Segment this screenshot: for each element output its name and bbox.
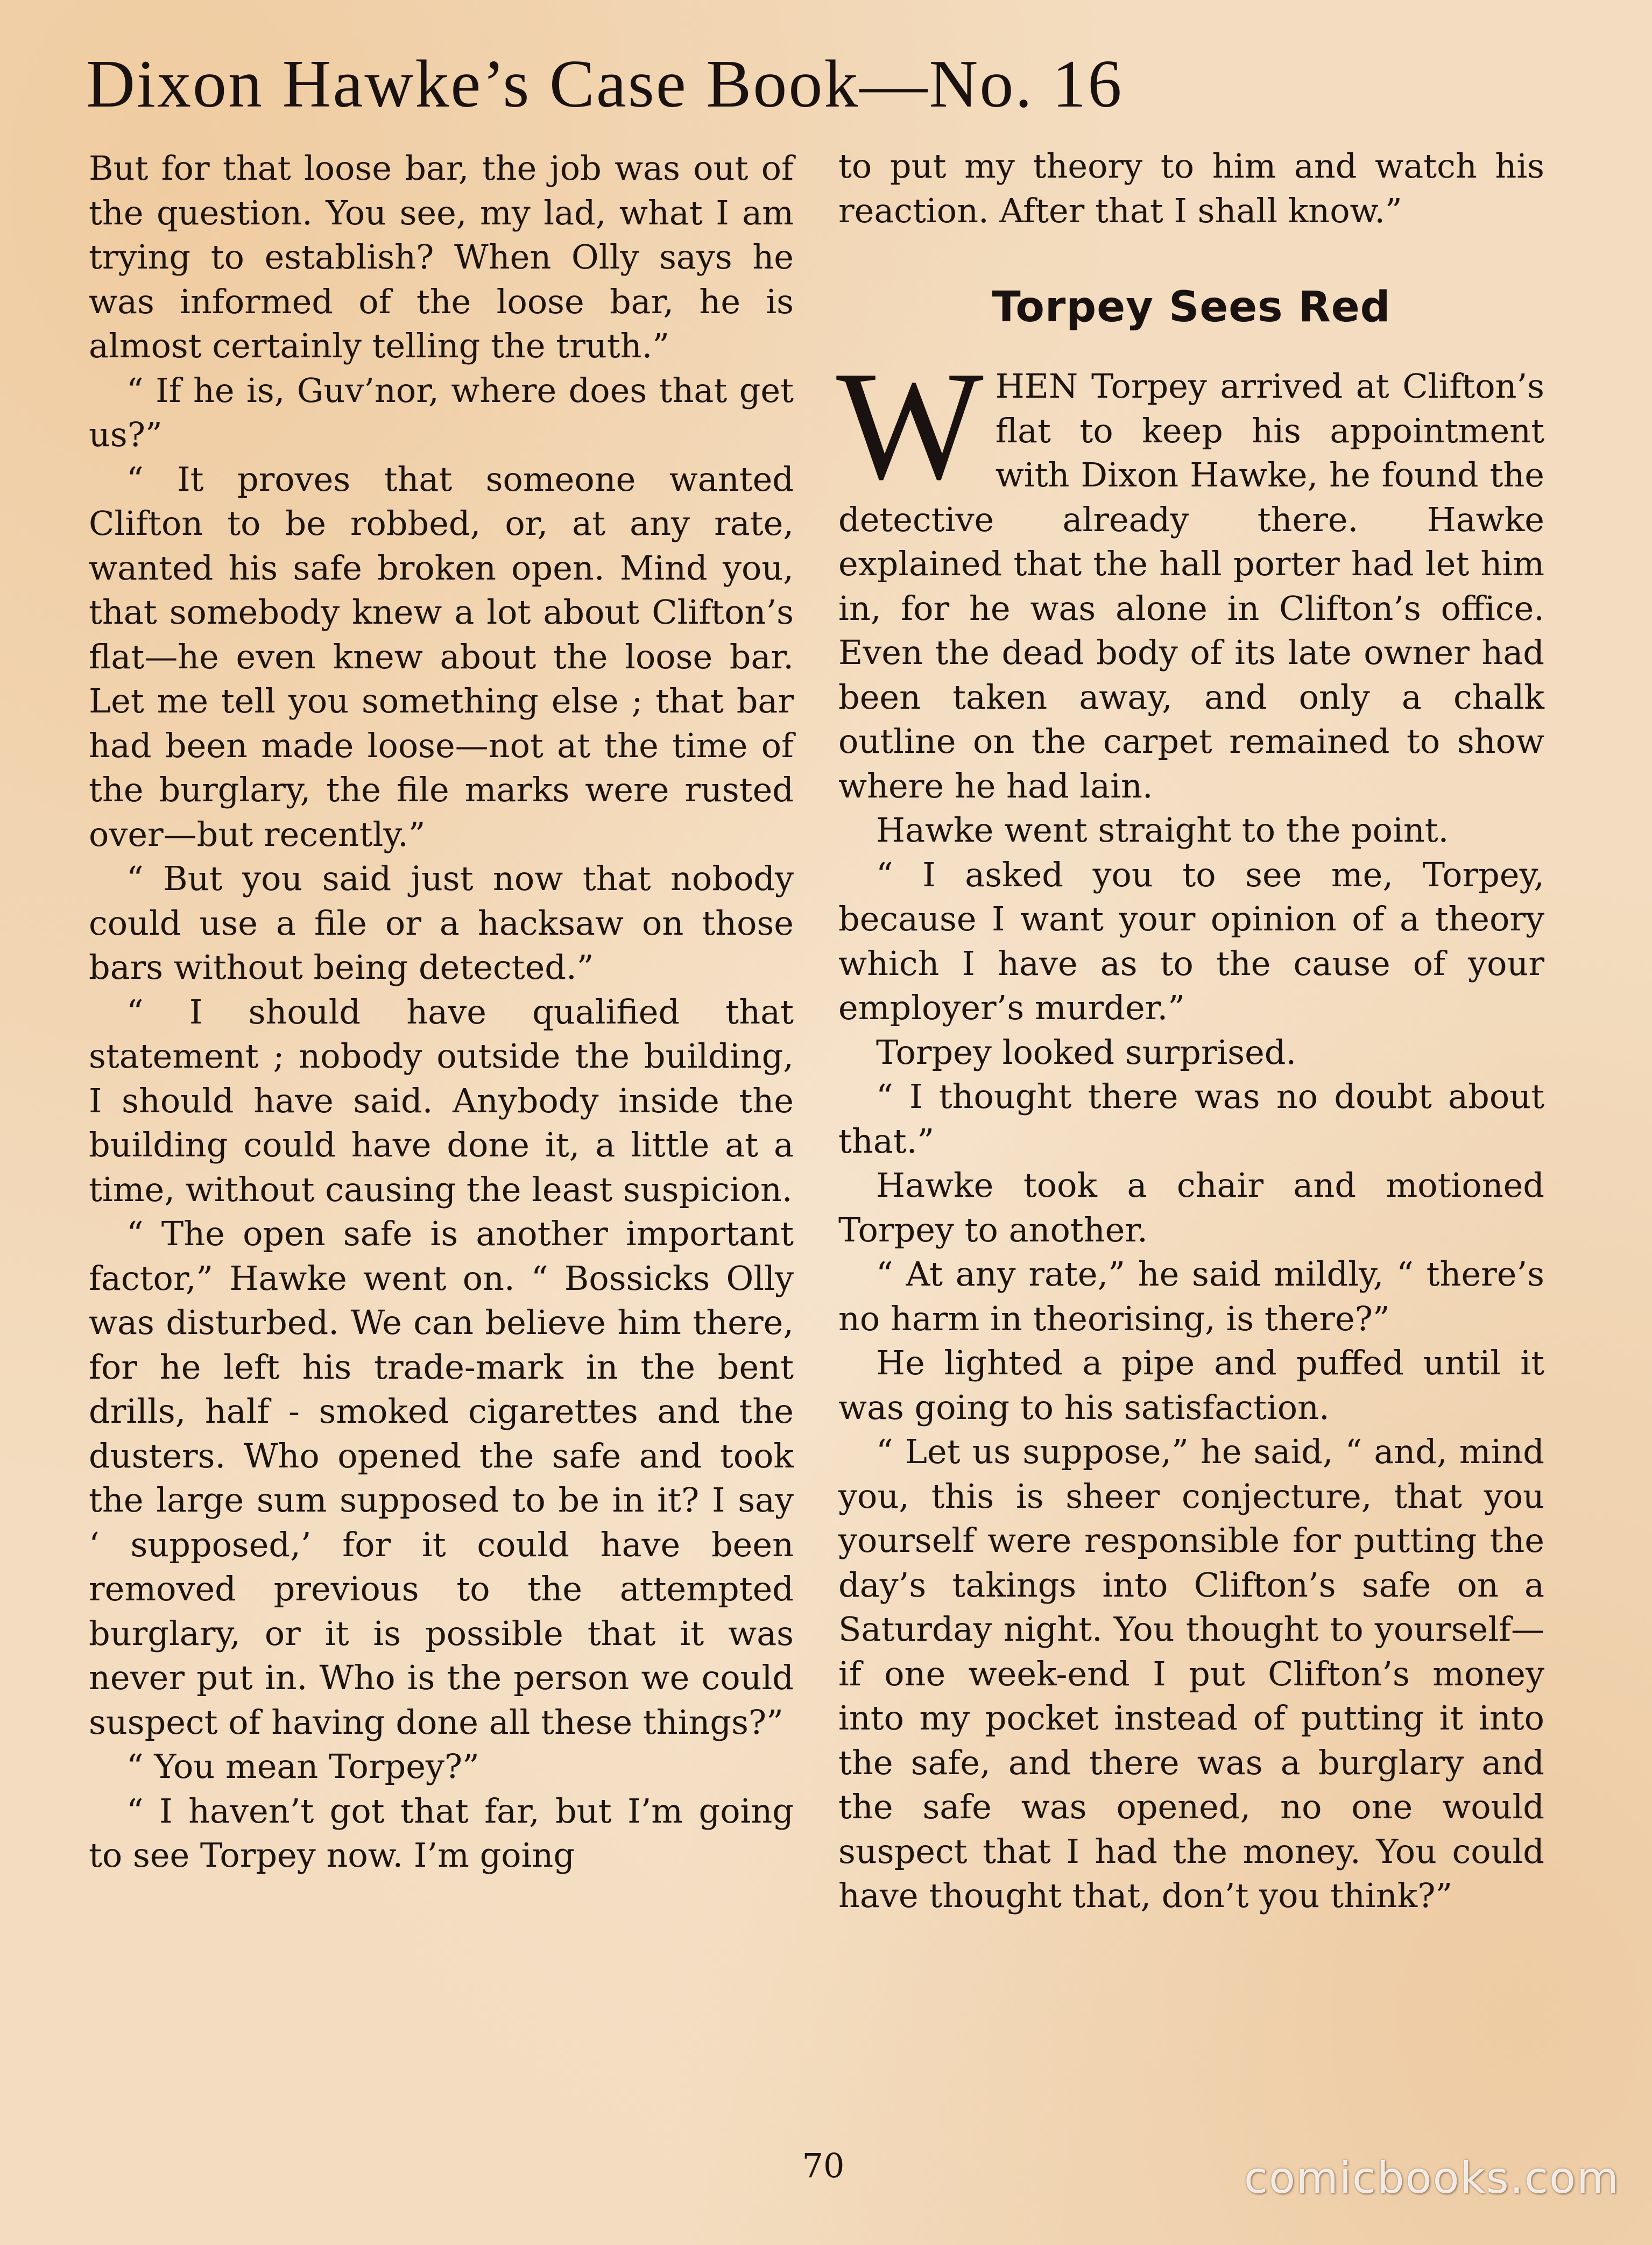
section-heading: Torpey Sees Red [992,283,1391,331]
paragraph: “ I should have qualified that statement ; nobody outside the building, I should have said. Anybody inside the building could have done it, a little at a time, without causing the least suspicion. [89,992,794,1209]
paragraph: Hawke took a chair and motioned Torpey to another. [838,1166,1544,1249]
page-title: Dixon Hawke’s Case Book—No. 16 [86,47,1124,122]
paragraph: But for that loose bar, the job was out of the question. You see, my lad, what I am trying to establish? When Olly says he was informed of the loose bar, he is almost certainly telling the truth.” [89,149,794,365]
paragraph: “ I thought there was no doubt about that.” [838,1077,1544,1161]
paragraph: Torpey looked surprised. [876,1032,1297,1072]
paragraph: He lighted a pipe and puffed until it was going to his satisfaction. [838,1343,1544,1427]
watermark: comicbooks.com [1244,2153,1620,2203]
paragraph: “ If he is, Guv’nor, where does that get us?” [89,370,794,454]
opening-paragraph [836,339,1544,808]
paragraph: “ The open safe is another important factor,” Hawke went on. “ Bossicks Olly was disturbed. We can believe him there, for he left his trade-mark in the bent drills, half - smoked cigarettes and the dusters. Who opened the safe and took the large sum supposed to be in it? I say ‘ supposed,’ for it could have been removed previous to the attempted burglary, or it is possible that it was never put in. Who is the person we could suspect of having done all these things?” [89,1214,794,1742]
drop-cap: W [836,339,984,512]
paragraph: “ You mean Torpey?” [126,1747,479,1786]
paragraph: “ Let us suppose,” he said, “ and, mind you, this is sheer conjecture, that you yourself were responsible for putting the day’s takings into Clifton’s safe on a Saturday night. You thought to yourself—if one week-end I put Clifton’s money into my pocket instead of putting it into the safe, and there was a burglary and the safe was opened, no one would suspect that I had the money. You could have thought that, don’t you think?” [838,1432,1544,1915]
left-column [89,146,794,1878]
paragraph: “ It proves that someone wanted Clifton to be robbed, or, at any rate, wanted his safe broken open. Mind you, that somebody knew a lot about Clifton’s flat—he even knew about the loose bar. Let me tell you something else ; that bar had been made loose—not at the time of the burglary, the file marks were rusted over—but recently.” [89,459,794,854]
paragraph: Hawke went straight to the point. [876,810,1449,850]
right-column [838,144,1544,1918]
paragraph: “ I asked you to see me, Torpey, because I want your opinion of a theory which I have as to the cause of your employer’s murder.” [838,855,1544,1027]
opening-paragraph-text: HEN Torpey arrived at Clifton’s flat to keep his appointment with Dixon Hawke, he found the detective already there. Hawke explained that the hall porter had let him in, for he was alone in Clifton’s office. Even the dead body of its late owner had been taken away, and only a chalk outline on the carpet remained to show where he had lain. [838,366,1544,806]
paragraph: “ I haven’t got that far, but I’m going to see Torpey now. I’m going [89,1791,794,1875]
paragraph: “ But you said just now that nobody could use a file or a hacksaw on those bars without being detected.” [89,859,794,987]
paragraph: “ At any rate,” he said mildly, “ there’s no harm in theorising, is there?” [838,1254,1544,1338]
continuation-paragraph: to put my theory to him and watch his reaction. After that I shall know.” [838,146,1544,230]
page-number: 70 [802,2146,845,2185]
